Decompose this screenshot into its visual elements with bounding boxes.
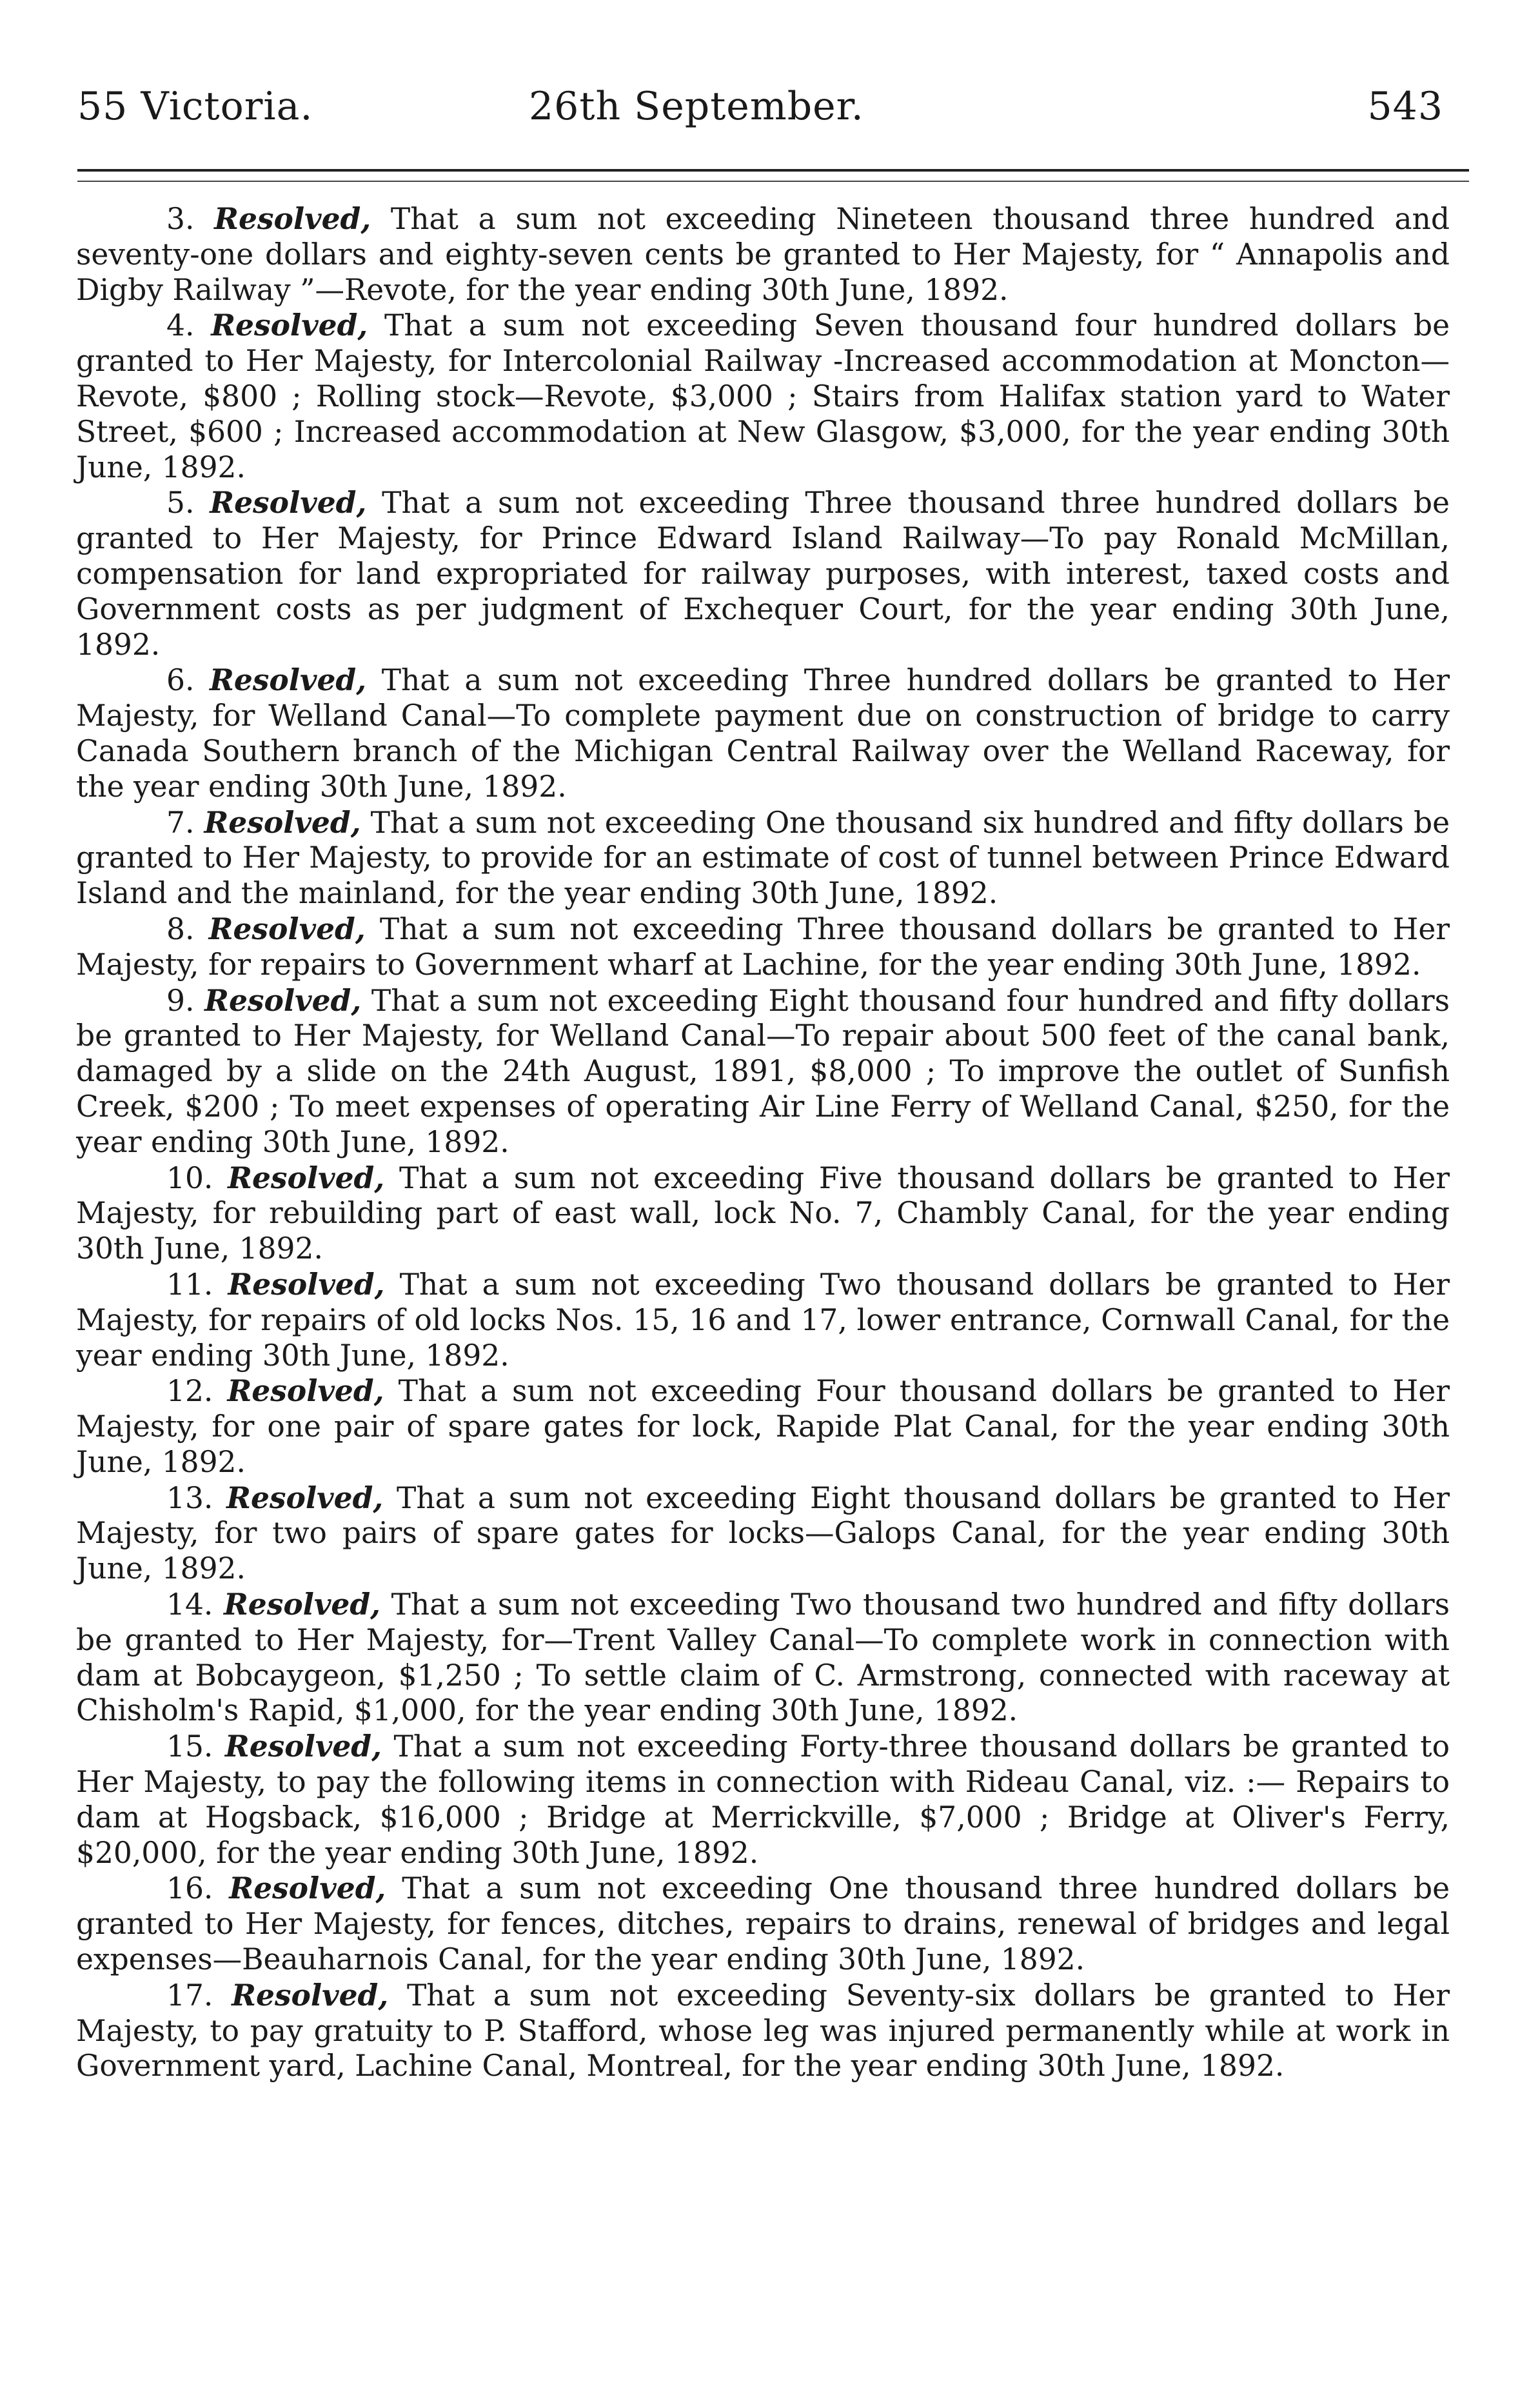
- resolved-word: Resolved,: [228, 1266, 385, 1302]
- resolution-item: [76, 1160, 1450, 1267]
- resolution-item: [76, 1480, 1450, 1587]
- resolved-word: Resolved,: [208, 911, 366, 946]
- resolution-number: 7.: [166, 805, 195, 840]
- resolution-item: [76, 911, 1450, 983]
- resolution-text: That a sum not exceeding Three hundred dollars be granted to Her Majesty, for Welland Canal—To complete payment due on construction of bridge to carry Canada Southern branch of the Michigan Central Railway over the Welland Raceway, for the year ending 30th June, 1892.: [76, 663, 1450, 804]
- resolution-number: 5.: [166, 486, 195, 521]
- page-header: [77, 84, 1443, 148]
- resolved-word: Resolved,: [227, 1373, 384, 1409]
- resolution-text: That a sum not exceeding Eight thousand dollars be granted to Her Majesty, for two pairs of spare gates for locks—Galops Canal, for the year ending 30th June, 1892.: [76, 1480, 1450, 1586]
- resolution-number: 10.: [166, 1160, 213, 1195]
- resolution-text: That a sum not exceeding Nineteen thousand three hundred and seventy-one dollars and eighty-seven cents be granted to Her Majesty, for “ Annapolis and Digby Railway ”—Revote, for the year ending 30th June, 1892.: [76, 202, 1450, 307]
- resolution-item: [76, 805, 1450, 911]
- resolution-text: That a sum not exceeding Two thousand two hundred and fifty dollars be granted to Her Majesty, for—Trent Valley Canal—To complete work in connection with dam at Bobcaygeon, $1,250 ; To settle claim of C. Armstrong, connected with raceway at Chisholm's Rapid, $1,000, for the year ending 30th June, 1892.: [76, 1587, 1450, 1728]
- resolution-text: That a sum not exceeding Two thousand dollars be granted to Her Majesty, for repairs of old locks Nos. 15, 16 and 17, lower entrance, Cornwall Canal, for the year ending 30th June, 1892.: [76, 1267, 1450, 1373]
- resolution-item: [76, 1373, 1450, 1480]
- page-number: 543: [1367, 84, 1443, 129]
- resolution-text: That a sum not exceeding One thousand six hundred and fifty dollars be granted to Her Majesty, to provide for an estimate of cost of tunnel between Prince Edward Island and the mainland, for the year ending 30th June, 1892.: [76, 805, 1450, 911]
- resolution-item: [76, 1587, 1450, 1729]
- resolved-word: Resolved,: [228, 1160, 385, 1195]
- resolution-item: [76, 201, 1450, 308]
- resolved-word: Resolved,: [224, 1729, 382, 1764]
- resolution-number: 4.: [166, 308, 195, 343]
- resolution-text: That a sum not exceeding Four thousand dollars be granted to Her Majesty, for one pair of spare gates for lock, Rapide Plat Canal, for the year ending 30th June, 1892.: [76, 1374, 1450, 1479]
- resolved-word: Resolved,: [223, 1587, 380, 1622]
- resolution-number: 6.: [166, 663, 195, 698]
- resolution-item: [76, 1871, 1450, 1977]
- resolution-number: 12.: [166, 1374, 213, 1409]
- resolved-word: Resolved,: [232, 1977, 389, 2013]
- resolution-item: [76, 308, 1450, 485]
- resolution-text: That a sum not exceeding Five thousand dollars be granted to Her Majesty, for rebuilding part of east wall, lock No. 7, Chambly Canal, for the year ending 30th June, 1892.: [76, 1160, 1450, 1266]
- resolution-text: That a sum not exceeding Forty-three thousand dollars be granted to Her Majesty, to pay the following items in connection with Rideau Canal, viz. :— Repairs to dam at Hogsback, $16,000 ; Bridge at Merrickville, $7,000 ; Bridge at Oliver's Ferry, $20,000, for the year ending 30th June, 1892.: [76, 1729, 1450, 1870]
- resolution-item: [76, 1267, 1450, 1373]
- resolved-word: Resolved,: [210, 485, 367, 521]
- resolution-number: 14.: [166, 1587, 213, 1622]
- resolution-number: 3.: [166, 202, 195, 236]
- resolved-word: Resolved,: [204, 982, 362, 1018]
- resolution-text: That a sum not exceeding One thousand three hundred dollars be granted to Her Majesty, for fences, ditches, repairs to drains, renewal of bridges and legal expenses—Beauharnois Canal, for the year ending 30th June, 1892.: [76, 1871, 1450, 1977]
- resolution-text: That a sum not exceeding Seven thousand four hundred dollars be granted to Her Majesty, for Intercolonial Railway -Increased accommodation at Moncton—Revote, $800 ; Rolling stock—Revote, $3,000 ; Stairs from Halifax station yard to Water Street, $600 ; Increased accommodation at New Glasgow, $3,000, for the year ending 30th June, 1892.: [76, 308, 1450, 484]
- resolved-word: Resolved,: [226, 1480, 384, 1515]
- resolved-word: Resolved,: [211, 308, 368, 343]
- header-rule: [77, 169, 1469, 182]
- resolution-item: [76, 662, 1450, 804]
- resolution-item: [76, 983, 1450, 1160]
- resolved-word: Resolved,: [229, 1871, 386, 1906]
- resolution-item: [76, 1729, 1450, 1871]
- resolution-number: 11.: [166, 1267, 213, 1302]
- resolution-number: 17.: [166, 1978, 213, 2013]
- resolution-number: 8.: [166, 911, 195, 946]
- resolution-number: 9.: [166, 983, 195, 1018]
- resolution-item: [76, 1978, 1450, 2084]
- resolution-item: [76, 485, 1450, 662]
- resolution-text: That a sum not exceeding Seventy-six dollars be granted to Her Majesty, to pay gratuity to P. Stafford, whose leg was injured permanently while at work in Government yard, Lachine Canal, Montreal, for the year ending 30th June, 1892.: [76, 1978, 1450, 2084]
- resolution-number: 15.: [166, 1729, 213, 1764]
- resolved-word: Resolved,: [210, 662, 367, 698]
- resolution-text: That a sum not exceeding Three thousand three hundred dollars be granted to Her Majesty, for Prince Edward Island Railway—To pay Ronald McMillan, compensation for land expropriated for railway purposes, with interest, taxed costs and Government costs as per judgment of Exchequer Court, for the year ending 30th June, 1892.: [76, 486, 1450, 662]
- resolution-text: That a sum not exceeding Three thousand dollars be granted to Her Majesty, for repairs to Government wharf at Lachine, for the year ending 30th June, 1892.: [76, 911, 1450, 982]
- resolution-number: 13.: [166, 1480, 213, 1515]
- resolved-word: Resolved,: [214, 201, 371, 236]
- resolution-text: That a sum not exceeding Eight thousand four hundred and fifty dollars be granted to Her Majesty, for Welland Canal—To repair about 500 feet of the canal bank, damaged by a slide on the 24th August, 1891, $8,000 ; To improve the outlet of Sunfish Creek, $200 ; To meet expenses of operating Air Line Ferry of Welland Canal, $250, for the year ending 30th June, 1892.: [76, 983, 1450, 1159]
- regnal-year: 55 Victoria.: [77, 84, 313, 129]
- resolved-word: Resolved,: [204, 804, 361, 840]
- date-heading: 26th September.: [529, 84, 864, 129]
- resolution-number: 16.: [166, 1871, 213, 1906]
- resolutions-list: [76, 201, 1450, 2084]
